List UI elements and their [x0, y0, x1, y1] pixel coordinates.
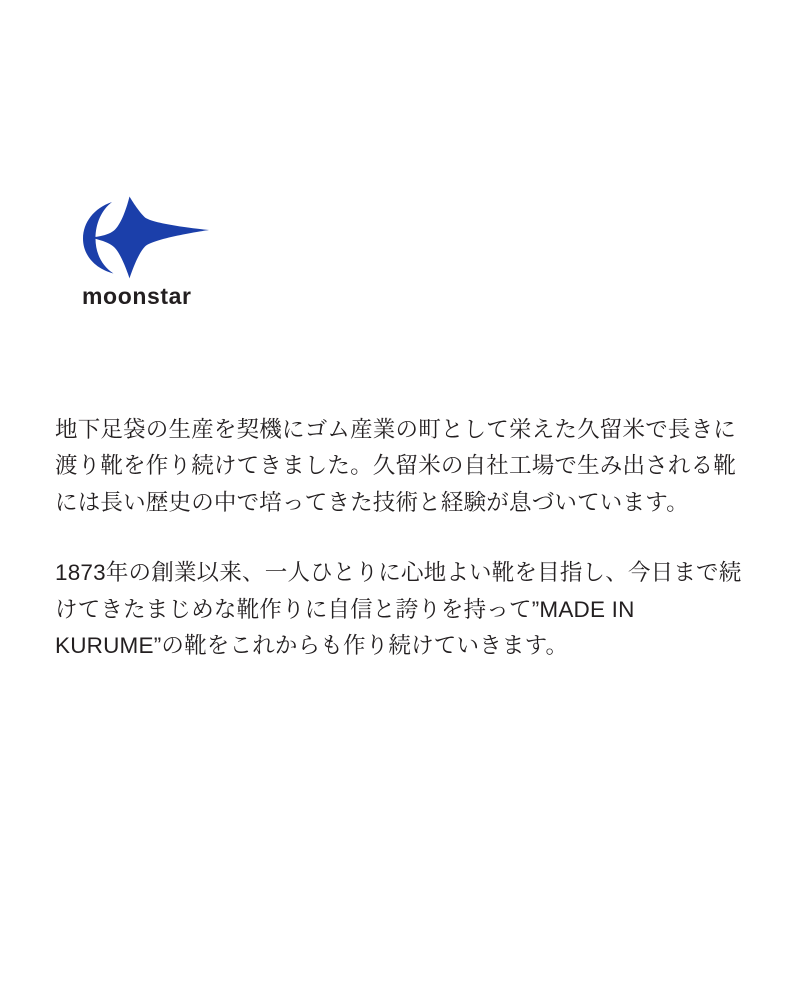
paragraph-founding: 1873年の創業以来、一人ひとりに心地よい靴を目指し、今日まで続けてきたまじめな靴作りに自信と誇りを持って”MADE IN KURUME”の靴をこれからも作り続けていきます。 [55, 560, 742, 659]
brand-logo [82, 190, 242, 310]
body-copy [55, 412, 745, 665]
paragraph-history: 地下足袋の生産を契機にゴム産業の町として栄えた久留米で長きに渡り靴を作り続けてきました。久留米の自社工場で生み出される靴には長い歴史の中で培ってきた技術と経験が息づいています。 [55, 417, 737, 515]
moonstar-star-crescent-icon [82, 190, 212, 282]
brand-wordmark-text: moonstar [82, 284, 192, 309]
brand-wordmark [82, 284, 234, 310]
